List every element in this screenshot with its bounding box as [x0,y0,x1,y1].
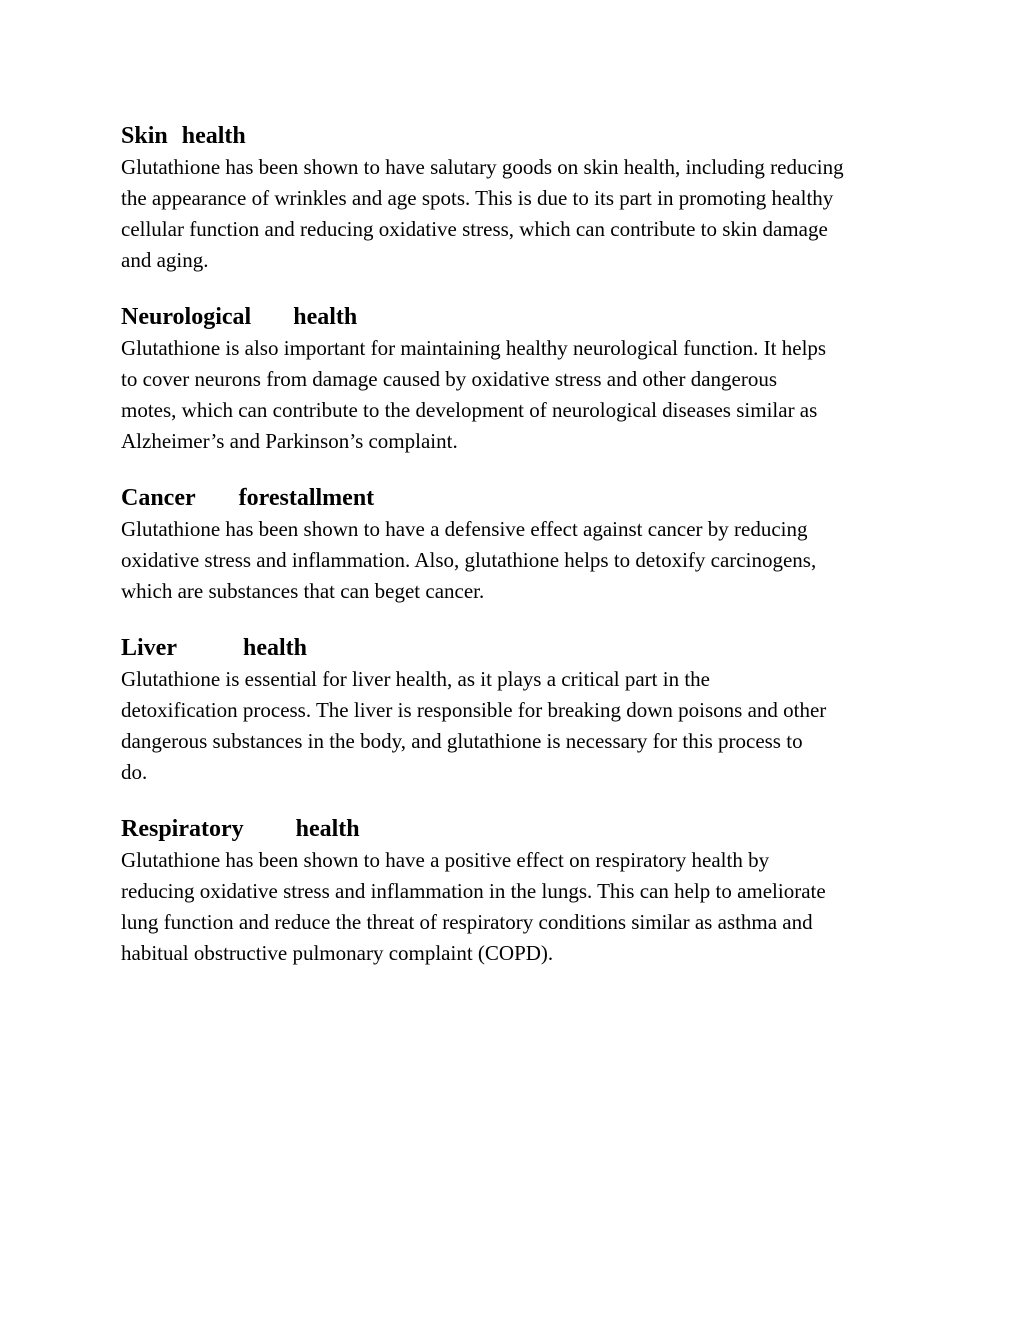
section-body [121,664,911,788]
text-line: Alzheimer’s and Parkinson’s complaint. [121,429,458,453]
heading-word: health [181,123,246,149]
text-line: motes, which can contribute to the development of neurological diseases similar as [121,398,818,422]
text-line: oxidative stress and inflammation. Also, glutathione helps to detoxify carcinogens, [121,548,817,572]
section-heading [121,633,911,664]
text-line: detoxification process. The liver is responsible for breaking down poisons and other [121,698,827,722]
text-line: lung function and reduce the threat of respiratory conditions similar as asthma and [121,910,813,934]
text-line: Glutathione has been shown to have a positive effect on respiratory health by [121,848,770,872]
section-cancer-forestallment [121,483,911,607]
text-line: Glutathione has been shown to have a defensive effect against cancer by reducing [121,517,808,541]
heading-word: Skin [121,123,168,149]
text-line: cellular function and reducing oxidative stress, which can contribute to skin damage [121,217,828,241]
text-line: reducing oxidative stress and inflammation in the lungs. This can help to ameliorate [121,879,826,903]
section-body [121,845,911,969]
text-line: Glutathione is essential for liver health, as it plays a critical part in the [121,667,710,691]
heading-word: health [295,816,360,842]
text-line: dangerous substances in the body, and glutathione is necessary for this process to [121,729,803,753]
heading-word: health [293,304,358,330]
heading-word: Cancer [121,485,196,511]
section-respiratory-health [121,814,911,969]
text-line: and aging. [121,248,209,272]
heading-word: Respiratory [121,816,244,842]
section-heading [121,483,911,514]
document-page [121,121,911,995]
section-skin-health [121,121,911,276]
section-liver-health [121,633,911,788]
text-line: Glutathione is also important for maintaining healthy neurological function. It helps [121,336,827,360]
section-body [121,333,911,457]
heading-word: Neurological [121,304,252,330]
text-line: do. [121,760,148,784]
heading-word: forestallment [238,485,375,511]
text-line: habitual obstructive pulmonary complaint (COPD). [121,941,554,965]
section-heading [121,302,911,333]
text-line: Glutathione has been shown to have salutary goods on skin health, including reducing [121,155,844,179]
section-neurological-health [121,302,911,457]
section-body [121,152,911,276]
text-line: to cover neurons from damage caused by oxidative stress and other dangerous [121,367,778,391]
section-heading [121,814,911,845]
heading-word: Liver [121,635,177,661]
section-heading [121,121,911,152]
heading-word: health [242,635,307,661]
text-line: which are substances that can beget cancer. [121,579,485,603]
text-line: the appearance of wrinkles and age spots. This is due to its part in promoting healthy [121,186,834,210]
section-body [121,514,911,607]
